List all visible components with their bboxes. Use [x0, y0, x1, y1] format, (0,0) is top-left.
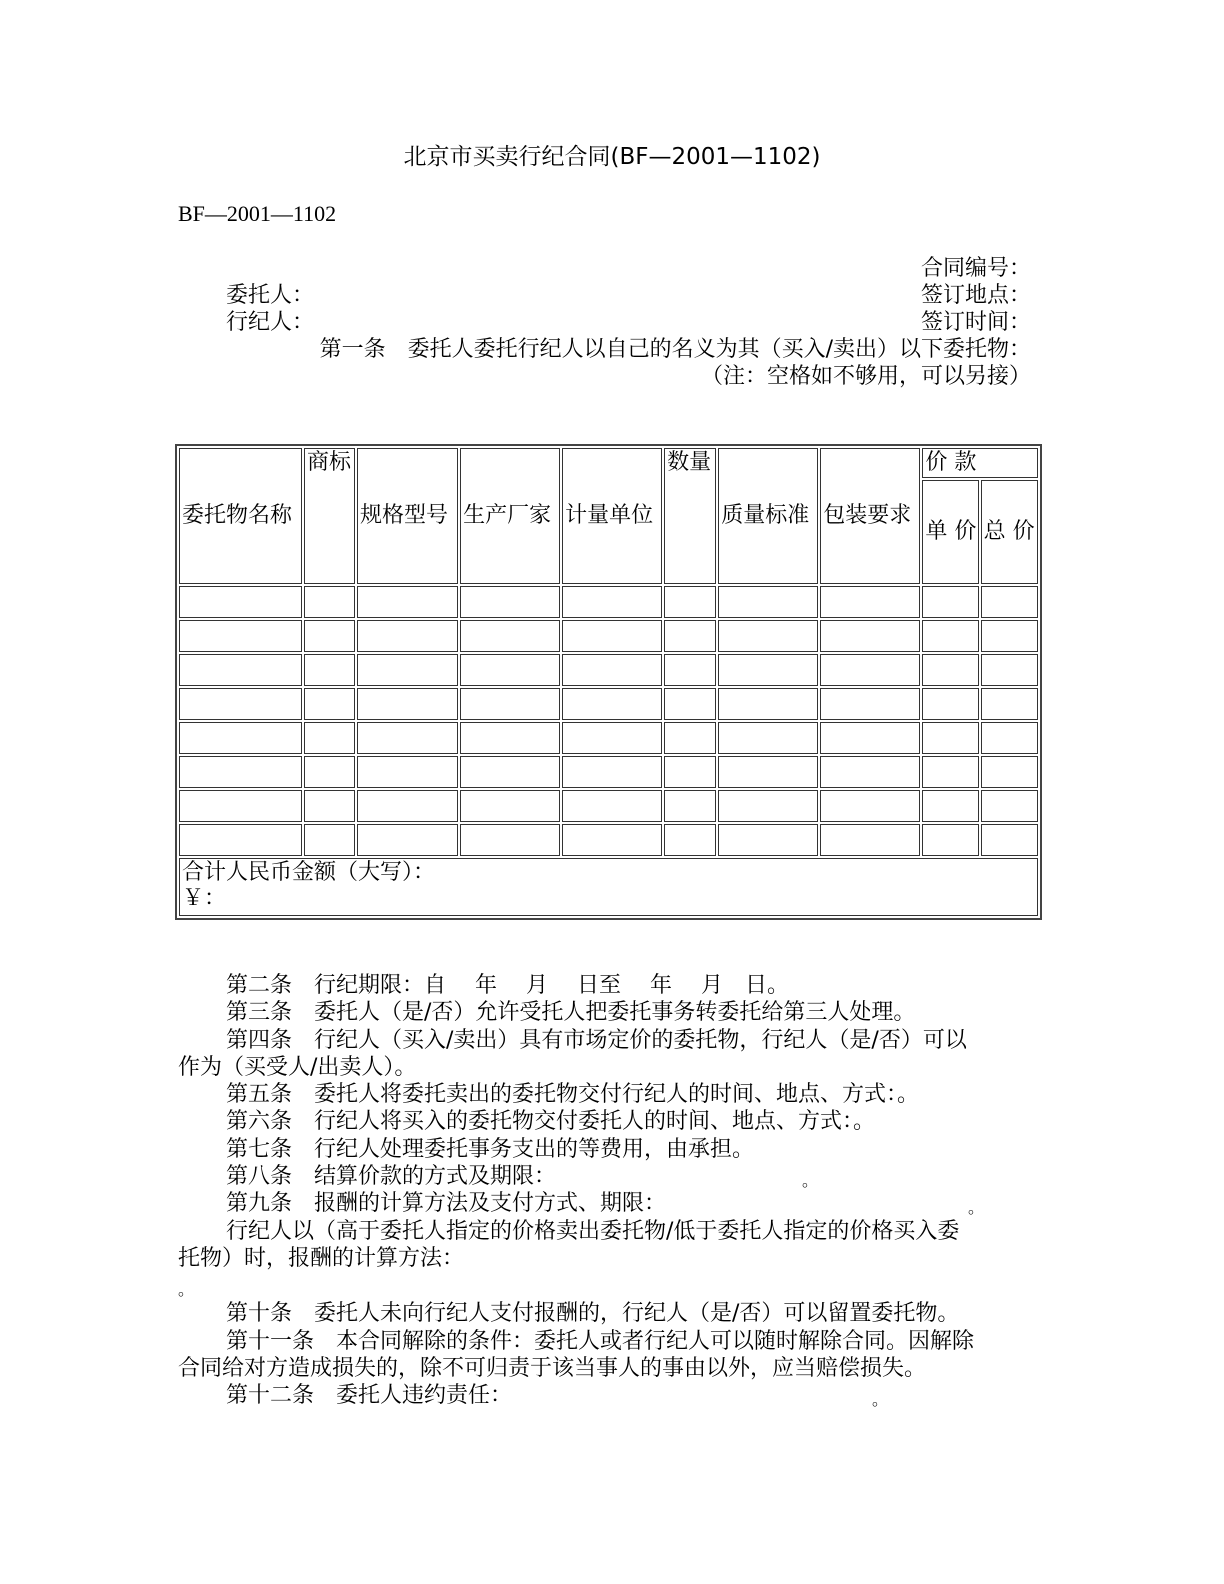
- total-amount-label: 合计人民币金额（大写）：: [182, 860, 436, 885]
- article-9-para-cont: 托物）时，报酬的计算方法：: [178, 1246, 465, 1271]
- table-row: [179, 824, 1038, 856]
- table-cell: [562, 824, 662, 856]
- note-text: （注：空格如不够用，可以另接）: [700, 364, 1031, 389]
- table-cell: [179, 824, 302, 856]
- table-cell: [981, 688, 1038, 720]
- header-item-name: 委托物名称: [179, 448, 302, 584]
- table-cell: [179, 722, 302, 754]
- table-cell: [179, 688, 302, 720]
- article-9: 第九条 报酬的计算方法及支付方式、期限：: [226, 1191, 667, 1216]
- article-12-end: 。: [872, 1390, 889, 1409]
- table-cell: [460, 620, 560, 652]
- table-cell: [922, 654, 978, 686]
- header-packing: 包装要求: [820, 448, 920, 584]
- consignment-table: [175, 444, 1042, 920]
- table-cell: [922, 688, 978, 720]
- article-8: 第八条 结算价款的方式及期限：: [226, 1164, 557, 1189]
- table-cell: [718, 654, 818, 686]
- article-7: 第七条 行纪人处理委托事务支出的等费用，由承担。: [226, 1137, 755, 1162]
- table-cell: [664, 586, 716, 618]
- table-cell: [460, 586, 560, 618]
- table-cell: [664, 722, 716, 754]
- table-cell: [304, 824, 355, 856]
- table-row: [179, 620, 1038, 652]
- header-maker: 生产厂家: [460, 448, 560, 584]
- table-cell: [357, 586, 458, 618]
- header-total-price: 总 价: [981, 480, 1038, 584]
- table-cell: [562, 654, 662, 686]
- table-cell: [664, 790, 716, 822]
- table-cell: [922, 722, 978, 754]
- table-cell: [981, 722, 1038, 754]
- table-cell: [357, 790, 458, 822]
- table-cell: [304, 790, 355, 822]
- sign-time-label: 签订时间：: [920, 310, 1031, 335]
- table-cell: [562, 688, 662, 720]
- article-8-end: 。: [802, 1171, 819, 1190]
- table-cell: [981, 790, 1038, 822]
- article-4: 第四条 行纪人（买入/卖出）具有市场定价的委托物，行纪人（是/否）可以: [226, 1028, 967, 1053]
- table-cell: [922, 756, 978, 788]
- table-row: [179, 722, 1038, 754]
- broker-label: 行纪人：: [226, 310, 315, 335]
- article-12: 第十二条 委托人违约责任：: [226, 1383, 513, 1408]
- table-cell: [562, 756, 662, 788]
- table-cell: [304, 722, 355, 754]
- table-cell: [820, 824, 920, 856]
- table-cell: [304, 688, 355, 720]
- client-label: 委托人：: [226, 283, 315, 308]
- table-cell: [718, 688, 818, 720]
- article-9-para-end: 。: [178, 1280, 195, 1299]
- table-cell: [562, 790, 662, 822]
- table-cell: [179, 620, 302, 652]
- table-cell: [820, 688, 920, 720]
- table-cell: [357, 824, 458, 856]
- table-cell: [718, 790, 818, 822]
- article-11-cont: 合同给对方造成损失的，除不可归责于该当事人的事由以外，应当赔偿损失。: [178, 1356, 927, 1381]
- table-cell: [718, 620, 818, 652]
- table-cell: [820, 654, 920, 686]
- table-cell: [820, 722, 920, 754]
- table-cell: [304, 654, 355, 686]
- header-spec: 规格型号: [357, 448, 458, 584]
- table-cell: [922, 620, 978, 652]
- header-quality: 质量标准: [718, 448, 818, 584]
- table-cell: [460, 688, 560, 720]
- table-cell: [922, 586, 978, 618]
- table-cell: [820, 586, 920, 618]
- table-cell: [664, 756, 716, 788]
- table-cell: [562, 620, 662, 652]
- table-cell: [179, 756, 302, 788]
- table-cell: [718, 824, 818, 856]
- table-cell: [304, 586, 355, 618]
- article-10: 第十条 委托人未向行纪人支付报酬的，行纪人（是/否）可以留置委托物。: [226, 1301, 960, 1326]
- article-11: 第十一条 本合同解除的条件：委托人或者行纪人可以随时解除合同。因解除: [226, 1329, 975, 1354]
- table-row: [179, 586, 1038, 618]
- table-cell: [460, 790, 560, 822]
- table-cell: [820, 756, 920, 788]
- table-cell: [981, 756, 1038, 788]
- table-cell: [718, 586, 818, 618]
- table-cell: [981, 620, 1038, 652]
- sign-place-label: 签订地点：: [920, 283, 1031, 308]
- table-cell: [718, 756, 818, 788]
- table-cell: [981, 824, 1038, 856]
- article-9-end: 。: [968, 1198, 985, 1217]
- table-cell: [562, 586, 662, 618]
- header-unit-price: 单 价: [922, 480, 978, 584]
- table-cell: [664, 824, 716, 856]
- article-3: 第三条 委托人（是/否）允许受托人把委托事务转委托给第三人处理。: [226, 1000, 916, 1025]
- article-5: 第五条 委托人将委托卖出的委托物交付行纪人的时间、地点、方式：。: [226, 1082, 920, 1107]
- table-cell: [357, 654, 458, 686]
- table-cell: [179, 586, 302, 618]
- table-cell: [718, 722, 818, 754]
- table-cell: [179, 654, 302, 686]
- table-row: [179, 654, 1038, 686]
- document-title: 北京市买卖行纪合同(BF—2001—1102): [403, 144, 821, 170]
- table-cell: [357, 756, 458, 788]
- contract-number-label: 合同编号：: [920, 256, 1031, 281]
- document-code: BF—2001—1102: [178, 201, 337, 226]
- table-cell: [922, 790, 978, 822]
- table-cell: [922, 824, 978, 856]
- table-cell: [460, 654, 560, 686]
- table-cell: [357, 620, 458, 652]
- article-6: 第六条 行纪人将买入的委托物交付委托人的时间、地点、方式：。: [226, 1109, 876, 1134]
- table-cell: [562, 722, 662, 754]
- total-amount-cell: [179, 858, 1038, 916]
- table-cell: [664, 620, 716, 652]
- table-body: [179, 586, 1038, 856]
- table-cell: [460, 824, 560, 856]
- header-price: 价 款: [922, 448, 1038, 478]
- table-cell: [664, 688, 716, 720]
- article-4-cont: 作为（买受人/出卖人）。: [178, 1055, 417, 1080]
- table-row: [179, 756, 1038, 788]
- table-cell: [664, 654, 716, 686]
- header-quantity: 数量: [664, 448, 716, 584]
- header-brand: 商标: [304, 448, 355, 584]
- table-cell: [357, 722, 458, 754]
- table-cell: [460, 756, 560, 788]
- header-unit: 计量单位: [562, 448, 662, 584]
- table-cell: [357, 688, 458, 720]
- table-cell: [304, 620, 355, 652]
- table-cell: [460, 722, 560, 754]
- article-2: 第二条 行纪期限：自 年 月 日至 年 月 日。: [226, 973, 789, 998]
- table-row: [179, 688, 1038, 720]
- article-9-para: 行纪人以（高于委托人指定的价格卖出委托物/低于委托人指定的价格买入委: [226, 1219, 960, 1244]
- table-row: [179, 790, 1038, 822]
- table-cell: [981, 654, 1038, 686]
- table-cell: [304, 756, 355, 788]
- table-cell: [981, 586, 1038, 618]
- table-cell: [820, 620, 920, 652]
- yen-label: ￥：: [182, 886, 227, 911]
- table-cell: [179, 790, 302, 822]
- table-cell: [820, 790, 920, 822]
- article-1: 第一条 委托人委托行纪人以自己的名义为其（买入/卖出）以下委托物：: [319, 337, 1031, 362]
